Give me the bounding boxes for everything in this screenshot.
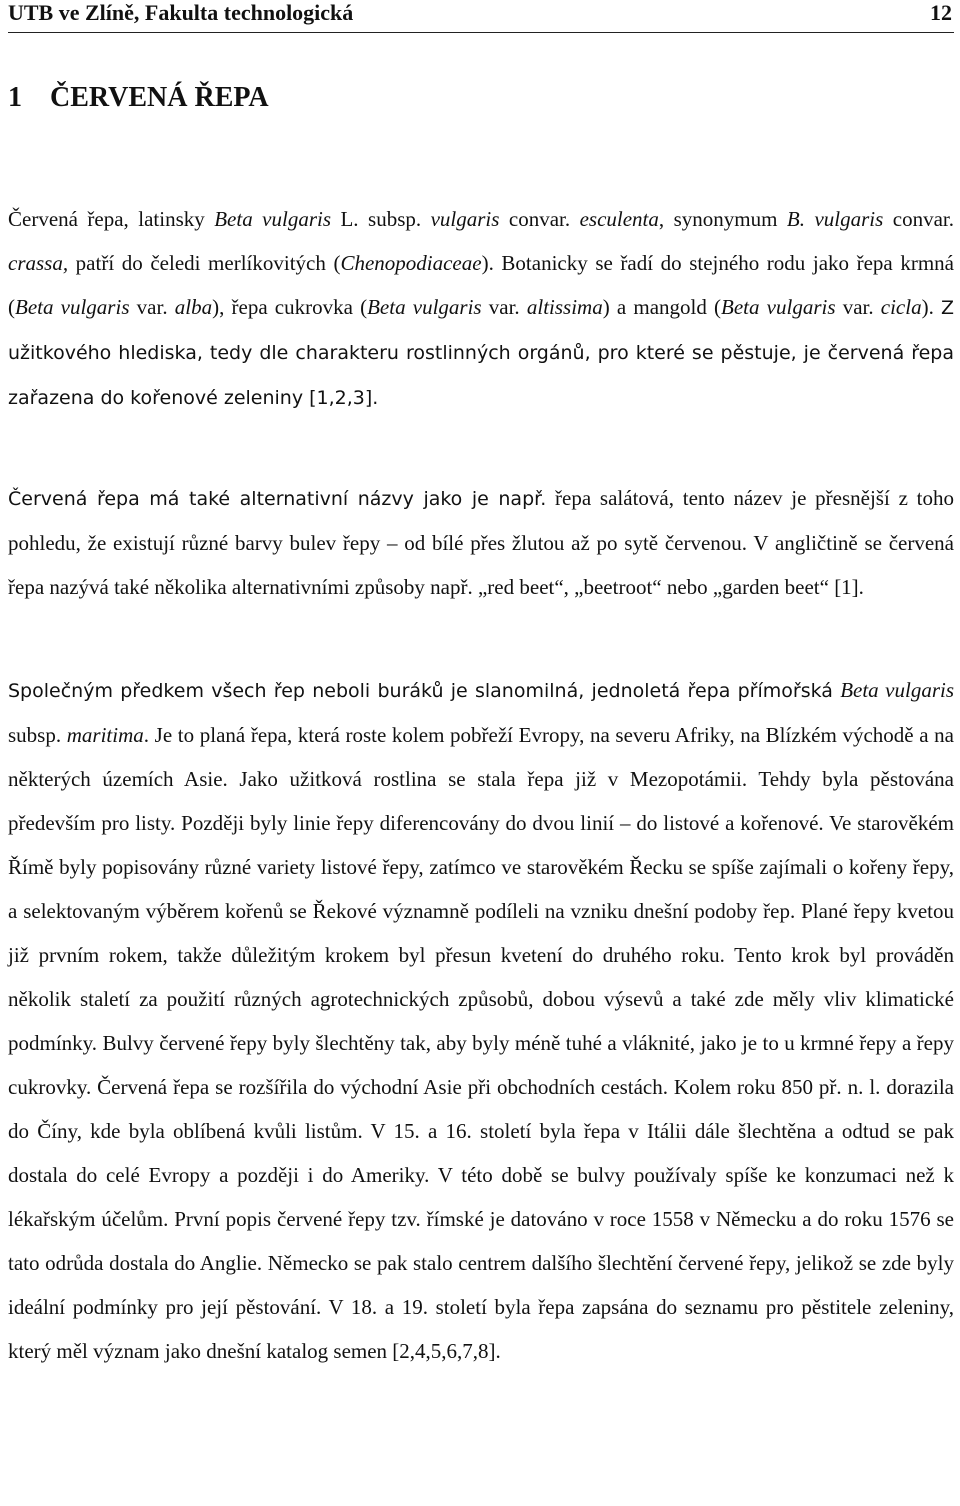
text-run-italic: Beta vulgaris — [721, 295, 836, 319]
text-run: Je to planá řepa, která roste kolem pobřeží Evropy, na severu Afriky, na Blízkém východě a na některých územích Asie. Jako užitková rostlina se stala řepa již v Mezopotámii. Tehdy byla pěstována především pro listy. Později byly linie řepy diferencovány do dvou linií – do listové a kořenové. Ve starověkém Římě byly popisovány různé variety listové řepy, zatímco ve starověkém Řecku se spíše zajímali o kořeny řepy, a selektovaným výběrem kořenů se Řekové významně podíleli na vzniku dnešní podoby řep. Plané řepy kvetou již prvním rokem, takže důležitým krokem byl přesun kvetení do druhého roku. Tento krok byl prováděn několik staletí za použití různých agrotechnických způsobů, dobou výsevů a také zde měly vliv klimatické podmínky. Bulvy červené řepy byly šlechtěny tak, aby byly méně tuhé a vláknité, jako je to u krmné řepy a řepy cukrovky. Červená řepa se rozšířila do východní Asie při obchodních cestách. Kolem roku 850 př. n. l. dorazila do Číny, kde byla oblíbená kvůli listům. V 15. a 16. století byla řepa v Itálii dále šlechtěna a odtud se pak dostala do celé Evropy a později i do Ameriky. V této době se bulvy používaly spíše ke konzumaci než k lékařským účelům. První popis červené řepy tzv. římské je datováno v roce 1558 v Německu a do roku 1576 se tato odrůda dostala do Anglie. Německo se pak stalo centrem dalšího šlechtění červené řepy, jelikož se zde byly ideální podmínky pro její pěstování. V 18. a 19. století byla řepa zapsána do seznamu pro pěstitele zeleniny, který měl význam jako dnešní katalog semen [2,4,5,6,7,8]. — [8, 723, 954, 1363]
text-run-sans: Červená řepa má také alternativní názvy jako je např. — [8, 488, 547, 510]
text-run-italic: altissima — [526, 295, 603, 319]
text-run: var. — [129, 295, 175, 319]
text-run-italic: Beta vulgaris — [214, 207, 332, 231]
text-run-italic: B. vulgaris — [786, 207, 884, 231]
text-run: convar. — [499, 207, 580, 231]
text-run: Červená řepa, latinsky — [8, 207, 215, 231]
paragraph-2 — [8, 476, 954, 609]
text-run-italic: Beta vulgaris — [15, 295, 130, 319]
text-run: ) a mangold ( — [602, 295, 722, 319]
text-run: convar. — [883, 207, 954, 231]
text-run-italic: cicla — [880, 295, 922, 319]
paragraph-1 — [8, 197, 954, 420]
text-run-italic: alba — [174, 295, 213, 319]
header-title: UTB ve Zlíně, Fakulta technologická — [8, 0, 354, 25]
text-run: var. — [481, 295, 527, 319]
text-run: . — [143, 723, 155, 747]
text-run: subsp. — [8, 723, 67, 747]
paragraph-3 — [8, 668, 954, 1373]
text-run: ), řepa cukrovka ( — [212, 295, 368, 319]
chapter-heading — [8, 82, 269, 114]
text-run-italic: esculenta — [579, 207, 659, 231]
text-run-italic: vulgaris — [430, 207, 500, 231]
text-run: var. — [835, 295, 881, 319]
page-header — [8, 0, 954, 33]
text-run: řepa salátová, tento název je přesnější z toho pohledu, že existují různé barvy bulev řepy – od bílé přes žlutou až po sytě červenou. V angličtině se červená řepa nazývá také několika alternativními způsoby např. „red beet“, „beetroot“ nebo „garden beet“ [1]. — [8, 486, 954, 599]
text-run-italic: Beta vulgaris — [367, 295, 482, 319]
chapter-title: ČERVENÁ ŘEPA — [50, 82, 269, 113]
text-run-italic: Beta vulgaris — [840, 678, 954, 702]
text-run: ). Botanicky se řadí do stejného rodu jako řepa krmná ( — [8, 251, 954, 319]
text-run: patří do čeledi merlíkovitých ( — [68, 251, 341, 275]
document-page — [8, 0, 955, 1363]
text-run-italic: maritima — [66, 723, 144, 747]
chapter-number: 1 — [8, 82, 22, 113]
text-run-sans: Z užitkového hlediska, tedy dle charakteru rostlinných orgánů, pro které se pěstuje, je červená řepa zařazena do kořenové zeleniny [1,2,3]. — [8, 297, 955, 409]
text-run-sans: Společným předkem všech řep neboli buráků je slanomilná, jednoletá řepa přímořská — [8, 680, 841, 702]
page-number: 12 — [930, 0, 952, 25]
text-run-italic: crassa, — [8, 251, 69, 275]
text-run: L. subsp. — [331, 207, 431, 231]
text-run-italic: Chenopodiaceae — [340, 251, 482, 275]
text-run: , synonymum — [658, 207, 787, 231]
text-run: ). — [921, 295, 942, 319]
